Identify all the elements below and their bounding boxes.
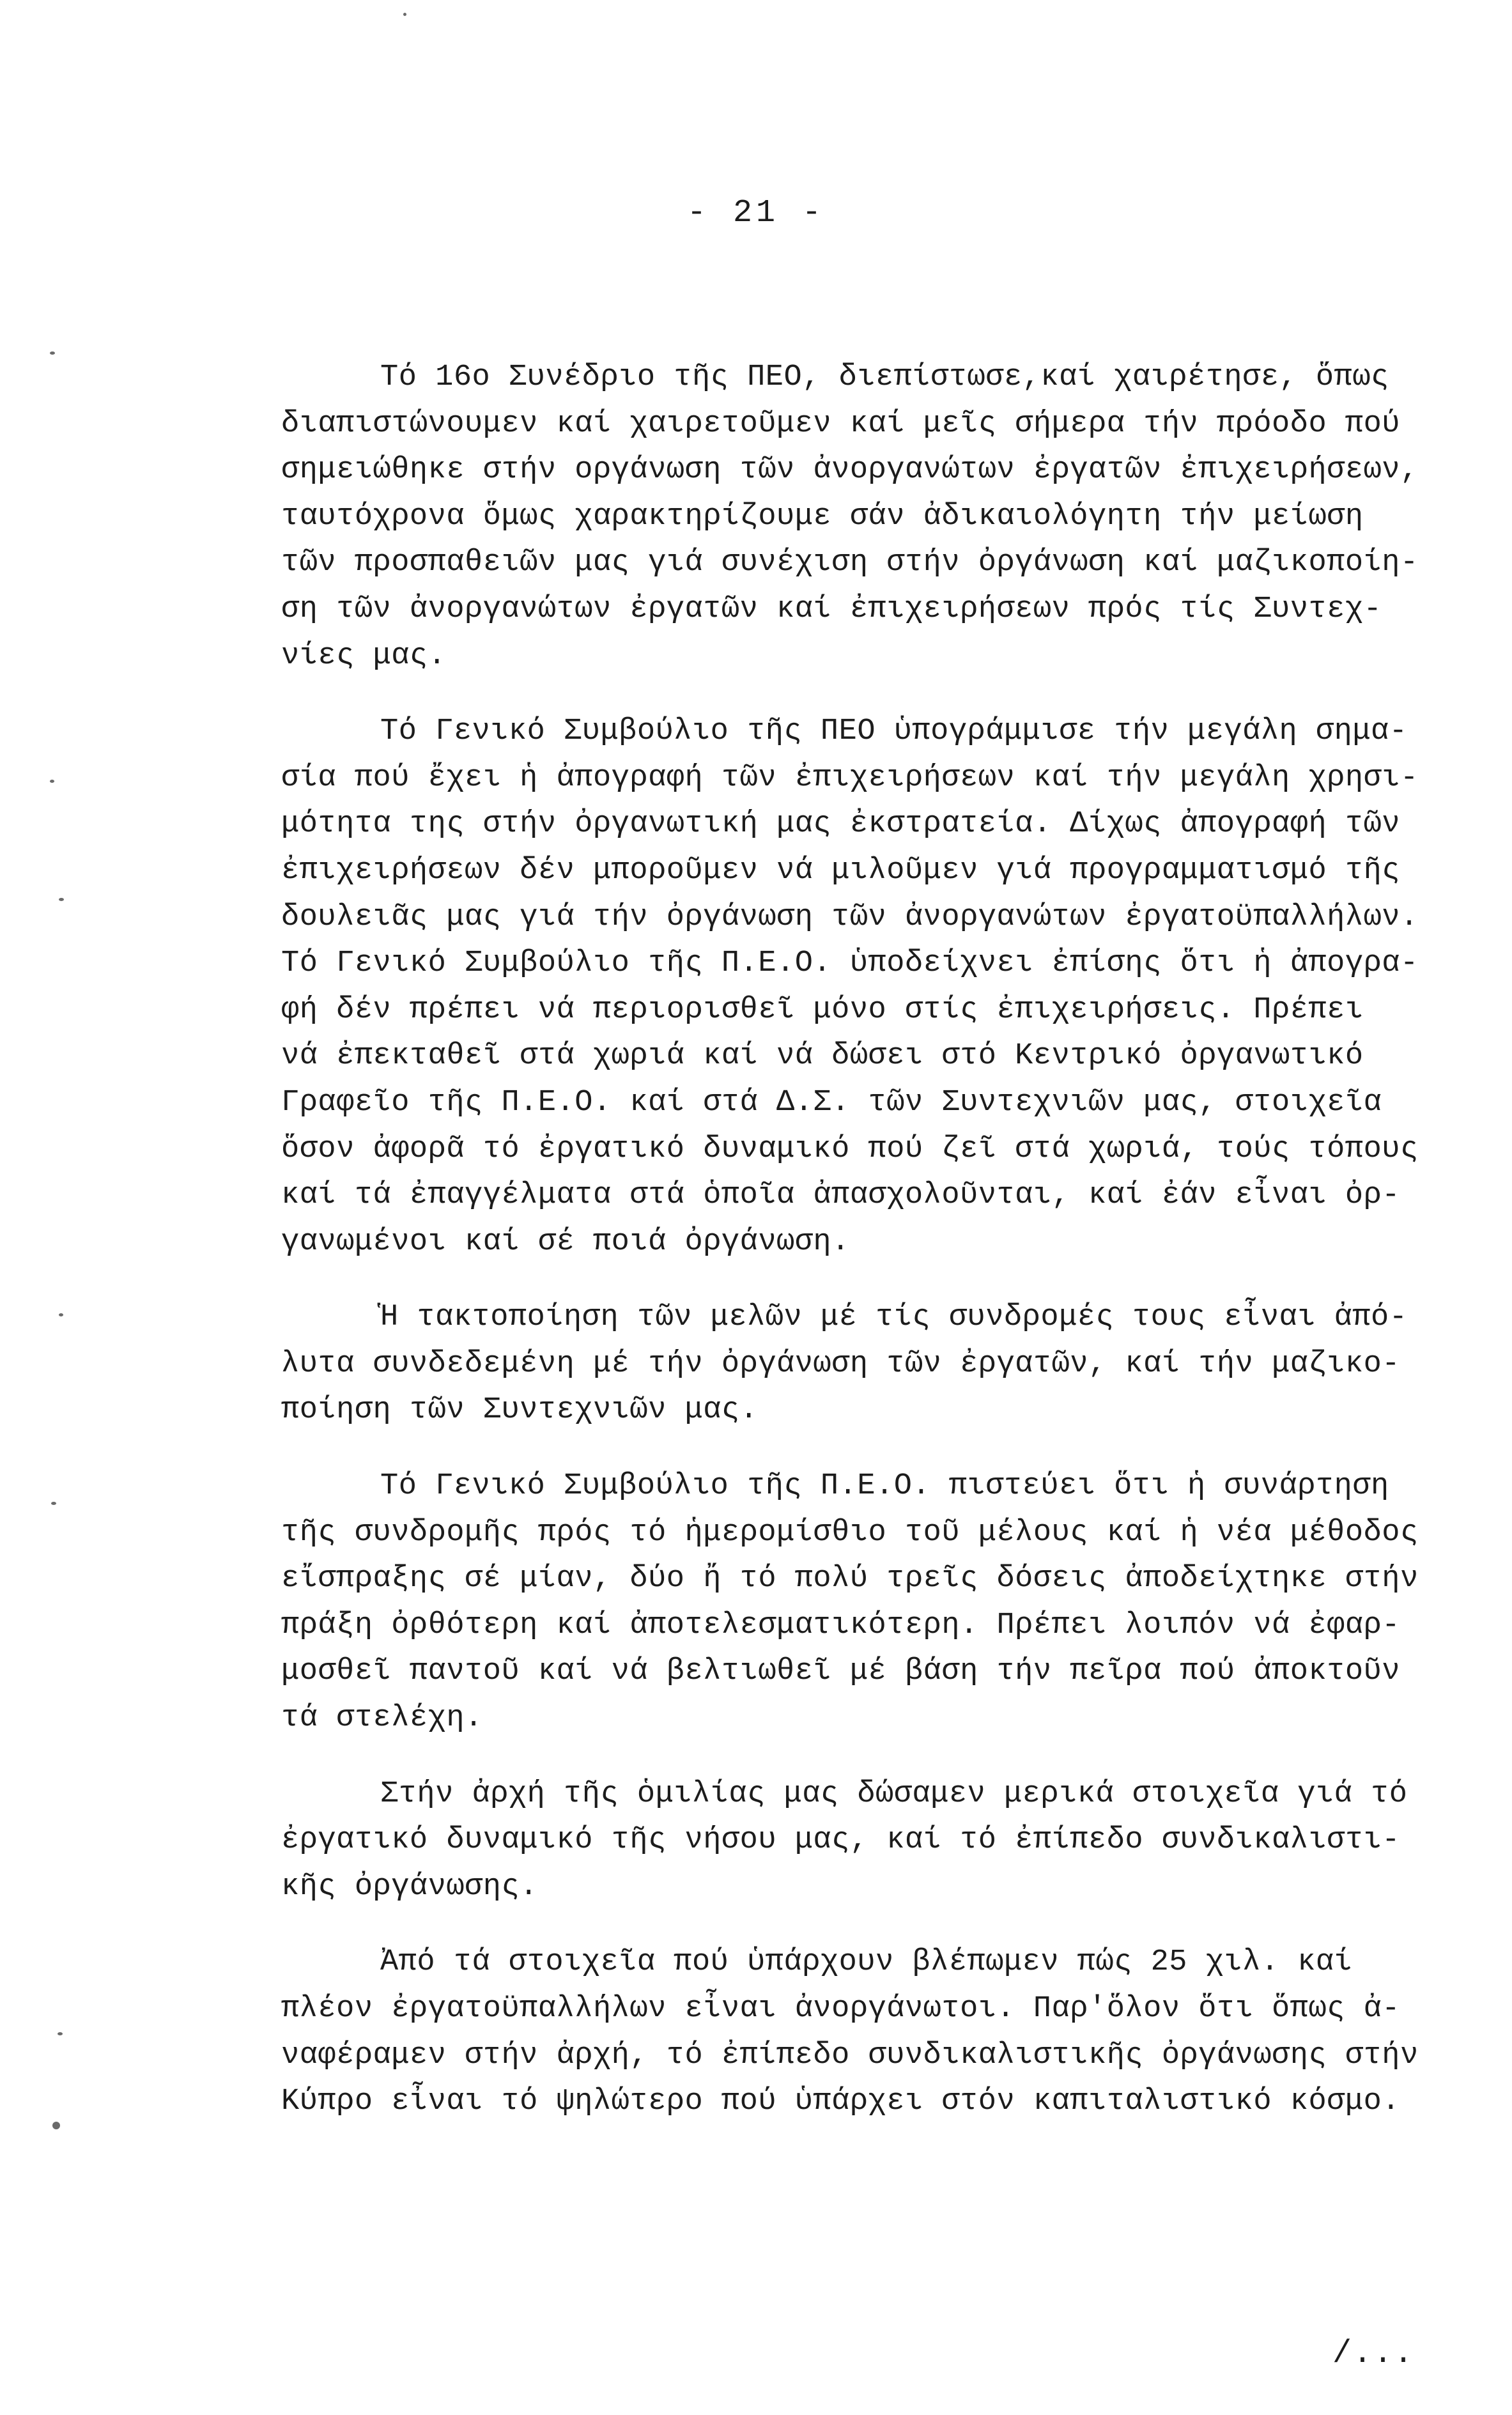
text-line: κῆς ὀργάνωσης.: [281, 1869, 538, 1904]
text-line: τῶν προσπαθειῶν μας γιά συνέχιση στήν ὀργάνωση καί μαζικοποίη-: [281, 546, 1419, 580]
scan-speck: [403, 13, 406, 16]
text-line: πλέον ἐργατοϋπαλλήλων εἶναι ἀνοργάνωτοι. Παρ'ὅλον ὅτι ὅπως ἀ-: [281, 1992, 1400, 2026]
paragraph-census: [281, 709, 1463, 1265]
text-line: πράξη ὀρθότερη καί ἀποτελεσματικότερη. Πρέπει λοιπόν νά ἐφαρ-: [281, 1608, 1400, 1642]
text-line: Στήν ἀρχή τῆς ὁμιλίας μας δώσαμεν μερικά στοιχεῖα γιά τό: [380, 1777, 1408, 1811]
text-line: φή δέν πρέπει νά περιορισθεῖ μόνο στίς ἐπιχειρήσεις. Πρέπει: [281, 992, 1364, 1027]
text-line: μοσθεῖ παντοῦ καί νά βελτιωθεῖ μέ βάση τήν πεῖρα πού ἀποκτοῦν: [281, 1655, 1400, 1689]
document-body: [281, 355, 1463, 2155]
scan-speck: [50, 780, 54, 783]
text-line: τά στελέχη.: [281, 1701, 483, 1736]
text-line: Ἡ τακτοποίηση τῶν μελῶν μέ τίς συνδρομές τους εἶναι ἀπό-: [380, 1300, 1408, 1335]
text-line: διαπιστώνουμεν καί χαιρετοῦμεν καί μεῖς σήμερα τήν πρόοδο πού: [281, 406, 1400, 441]
text-line: νίες μας.: [281, 638, 447, 673]
scan-speck: [59, 898, 64, 901]
text-line: τῆς συνδρομῆς πρός τό ἡμερομίσθιο τοῦ μέλους καί ἡ νέα μέθοδος: [281, 1515, 1419, 1550]
scan-speck: [52, 2122, 60, 2129]
paragraph-congress: [281, 355, 1463, 679]
scan-speck: [58, 2032, 63, 2035]
paragraph-membership: [281, 1295, 1463, 1434]
text-line: ὅσον ἀφορᾶ τό ἐργατικό δυναμικό πού ζεῖ στά χωριά, τούς τόπους: [281, 1132, 1419, 1166]
text-line: νά ἐπεκταθεῖ στά χωριά καί νά δώσει στό Κεντρικό ὀργανωτικό: [281, 1039, 1364, 1074]
page-number: - 21 -: [686, 195, 826, 231]
text-line: καί τά ἐπαγγέλματα στά ὁποῖα ἀπασχολοῦνται, καί ἐάν εἶναι ὀρ-: [281, 1178, 1400, 1213]
scan-speck: [59, 1313, 63, 1316]
scan-speck: [51, 1502, 56, 1505]
text-line: σία πού ἔχει ἡ ἀπογραφή τῶν ἐπιχειρήσεων καί τήν μεγάλη χρησι-: [281, 760, 1419, 795]
text-line: Ἀπό τά στοιχεῖα πού ὑπάρχουν βλέπωμεν πώς 25 χιλ. καί: [380, 1945, 1353, 1980]
text-line: δουλειᾶς μας γιά τήν ὀργάνωση τῶν ἀνοργανώτων ἐργατοϋπαλλήλων.: [281, 900, 1419, 934]
scan-speck: [50, 351, 55, 355]
text-line: Τό Γενικό Συμβούλιο τῆς Π.Ε.Ο. πιστεύει ὅτι ἡ συνάρτηση: [380, 1469, 1389, 1504]
text-line: ταυτόχρονα ὅμως χαρακτηρίζουμε σάν ἀδικαιολόγητη τήν μείωση: [281, 499, 1364, 534]
text-line: Γραφεῖο τῆς Π.Ε.Ο. καί στά Δ.Σ. τῶν Συντεχνιῶν μας, στοιχεῖα: [281, 1085, 1382, 1120]
text-line: Τό Γενικό Συμβούλιο τῆς Π.Ε.Ο. ὑποδείχνει ἐπίσης ὅτι ἡ ἀπογρα-: [281, 946, 1419, 981]
text-line: λυτα συνδεδεμένη μέ τήν ὀργάνωση τῶν ἐργατῶν, καί τήν μαζικο-: [281, 1346, 1400, 1381]
text-line: ναφέραμεν στήν ἀρχή, τό ἐπίπεδο συνδικαλιστικῆς ὀργάνωσης στήν: [281, 2038, 1419, 2072]
text-line: Τό Γενικό Συμβούλιο τῆς ΠΕΟ ὑπογράμμισε τήν μεγάλη σημα-: [380, 714, 1408, 749]
text-line: εἴσπραξης σέ μίαν, δύο ἤ τό πολύ τρεῖς δόσεις ἀποδείχτηκε στήν: [281, 1562, 1419, 1596]
paragraph-subscription: [281, 1463, 1463, 1742]
text-line: ἐπιχειρήσεων δέν μποροῦμεν νά μιλοῦμεν γιά προγραμματισμό τῆς: [281, 853, 1400, 888]
text-line: ση τῶν ἀνοργανώτων ἐργατῶν καί ἐπιχειρήσεων πρός τίς Συντεχ-: [281, 592, 1382, 626]
text-line: γανωμένοι καί σέ ποιά ὀργάνωση.: [281, 1224, 850, 1259]
text-line: Κύπρο εἶναι τό ψηλώτερο πού ὑπάρχει στόν καπιταλιστικό κόσμο.: [281, 2085, 1400, 2119]
text-line: μότητα της στήν ὀργανωτική μας ἐκστρατεία. Δίχως ἀπογραφή τῶν: [281, 807, 1400, 842]
paragraph-workforce: [281, 1771, 1463, 1911]
text-line: σημειώθηκε στήν οργάνωση τῶν ἀνοργανώτων ἐργατῶν ἐπιχειρήσεων,: [281, 453, 1419, 488]
text-line: ἐργατικό δυναμικό τῆς νήσου μας, καί τό ἐπίπεδο συνδικαλιστι-: [281, 1823, 1400, 1858]
paragraph-unorganized: [281, 1940, 1463, 2125]
text-line: Τό 16ο Συνέδριο τῆς ΠΕΟ, διεπίστωσε,καί χαιρέτησε, ὅπως: [380, 360, 1389, 394]
continuation-mark: /...: [1332, 2336, 1415, 2372]
text-line: ποίηση τῶν Συντεχνιῶν μας.: [281, 1393, 759, 1428]
